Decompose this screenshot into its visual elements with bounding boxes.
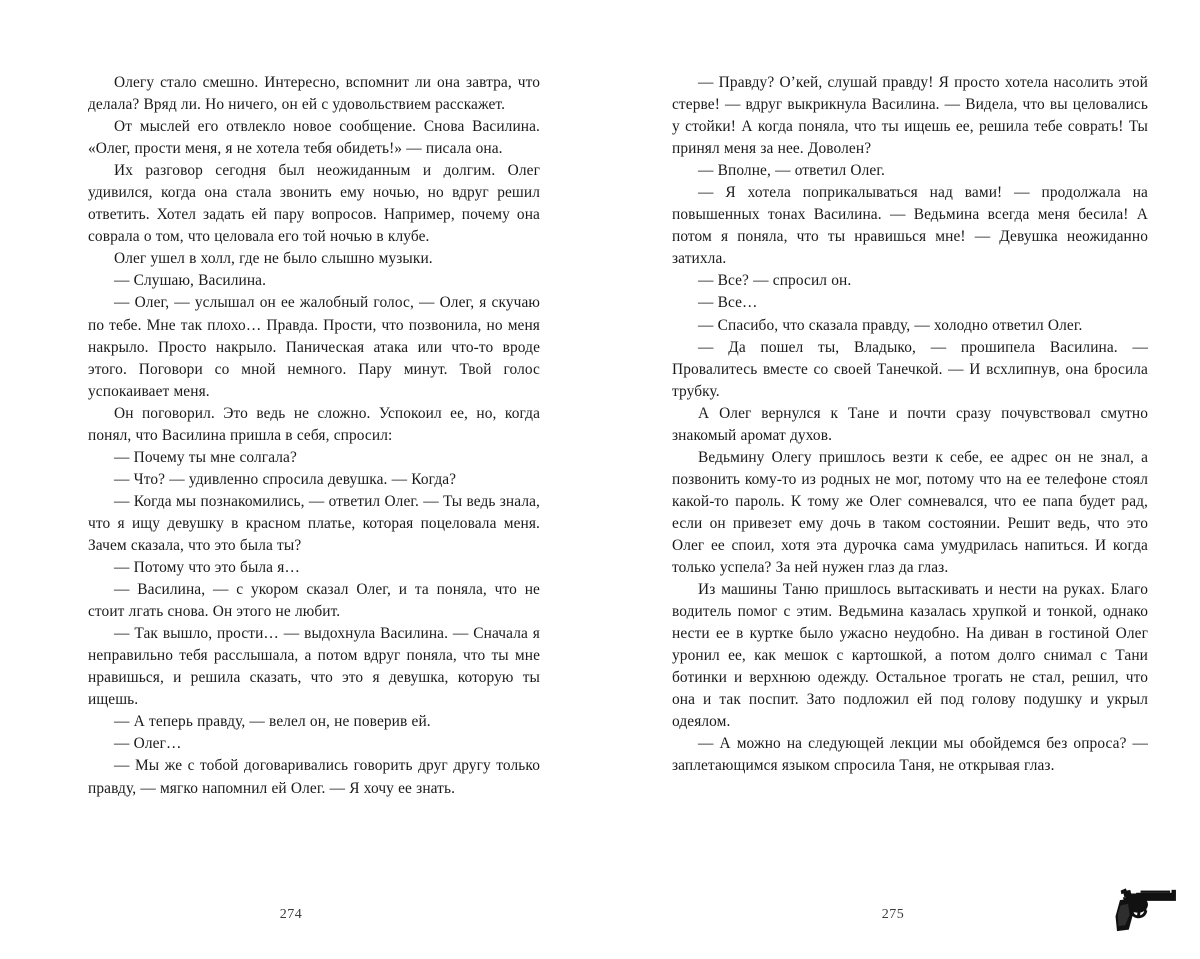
dialogue-paragraph: — Мы же с тобой договаривались говорить друг другу только правду, — мягко напомнил ей Олег. — Я хочу ее знать. (88, 757, 540, 797)
body-paragraph: Олег ушел в холл, где не было слышно музыки. (114, 250, 433, 268)
dialogue-paragraph: — Слушаю, Василина. (114, 272, 267, 290)
dialogue-paragraph: — Почему ты мне солгала? (114, 448, 297, 466)
dialogue-paragraph: — Спасибо, что сказала правду, — холодно ответил Олег. (698, 316, 1083, 334)
dialogue-paragraph: — Вполне, — ответил Олег. (698, 162, 885, 180)
dialogue-paragraph: — А можно на следующей лекции мы обойдемся без опроса? — заплетающимся языком спросила Таня, не открывая глаз. (672, 735, 1148, 775)
dialogue-paragraph: — Я хотела поприкалываться над вами! — продолжала на повышенных тонах Василина. — Ведьмина всегда меня бесила! А потом я поняла, что ты нравишься мне! — Девушка неожиданно затихла. (672, 184, 1148, 268)
dialogue-paragraph: — Василина, — с укором сказал Олег, и та поняла, что не стоит лгать снова. Он этого не любит. (88, 581, 540, 621)
dialogue-paragraph: — Олег, — услышал он ее жалобный голос, — Олег, я скучаю по тебе. Мне так плохо… Правда. Прости, что позвонила, но меня накрыло. Просто накрыло. Паническая атака или что-то вроде этого. Поговори со мной немного. Пару минут. Твой голос успокаивает меня. (88, 294, 540, 400)
dialogue-paragraph: — Так вышло, прости… — выдохнула Василина. — Сначала я неправильно тебя расслышала, а потом вдруг поняла, что ты мне нравишься, и решила сказать, что это я девушка, которую ты ищешь. (88, 625, 540, 709)
dialogue-paragraph: — Правду? О’кей, слушай правду! Я просто хотела насолить этой стерве! — вдруг выкрикнула Василина. — Видела, что вы целовались у стойки! А когда поняла, что ты ищешь ее, решила тебе соврать! Ты принял меня за нее. Доволен? (672, 74, 1148, 158)
body-paragraph: Он поговорил. Это ведь не сложно. Успокоил ее, но, когда понял, что Василина пришла в себя, спросил: (88, 404, 540, 444)
dialogue-paragraph: — Все… (698, 294, 758, 312)
dialogue-paragraph: — Все? — спросил он. (698, 272, 852, 290)
body-paragraph: Их разговор сегодня был неожиданным и долгим. Олег удивился, когда она стала звонить ему ночью, но вдруг решил ответить. Хотел задать ей пару вопросов. Например, почему она соврала о том, что целовала его той ночью в клубе. (88, 162, 540, 246)
body-paragraph: Ведьмину Олегу пришлось везти к себе, ее адрес он не знал, а позвонить кому-то из родных не мог, потому что на ее телефоне стоял какой-то пароль. К тому же Олег сомневался, что ее папа будет рад, если он привезет ему дочь в таком состоянии. Решит ведь, что это Олег ее споил, хотя эта дурочка сама умудрилась напиться. И когда только успела? За ней нужен глаз да глаз. (672, 448, 1148, 577)
dialogue-paragraph: — Что? — удивленно спросила девушка. — Когда? (114, 470, 457, 488)
dialogue-paragraph: — Потому что это была я… (114, 559, 300, 577)
page-left-body (88, 72, 540, 800)
page-right (600, 0, 1200, 959)
dialogue-paragraph: — Да пошел ты, Владыко, — прошипела Василина. — Провалитесь вместе со своей Танечкой. — И всхлипнув, она бросила трубку. (672, 338, 1148, 400)
dialogue-paragraph: — Олег… (114, 735, 182, 753)
page-right-body (672, 72, 1148, 778)
body-paragraph: Олегу стало смешно. Интересно, вспомнит ли она завтра, что делала? Вряд ли. Но ничего, он ей с удовольствием расскажет. (88, 74, 540, 114)
body-paragraph: А Олег вернулся к Тане и почти сразу почувствовал смутно знакомый аромат духов. (672, 404, 1148, 444)
dialogue-paragraph: — А теперь правду, — велел он, не поверив ей. (114, 713, 431, 731)
page-number-right: 275 (881, 907, 905, 922)
body-paragraph: От мыслей его отвлекло новое сообщение. Снова Василина. «Олег, прости меня, я не хотела тебя обидеть!» — писала она. (88, 118, 540, 158)
dialogue-paragraph: — Когда мы познакомились, — ответил Олег. — Ты ведь знала, что я ищу девушку в красном платье, которая поцеловала меня. Зачем сказала, что это была ты? (88, 492, 540, 554)
page-number-left: 274 (279, 907, 303, 922)
body-paragraph: Из машины Таню пришлось вытаскивать и нести на руках. Благо водитель помог с этим. Ведьмина казалась хрупкой и тонкой, однако нести ее в куртке было ужасно неудобно. На диван в гостиной Олег уронил ее, как мешок с картошкой, а потом долго снимал с Тани ботинки и верхнюю одежду. Остальное трогать не стал, решил, что она и так поспит. Зато подложил ей под голову подушку и укрыл одеялом. (672, 581, 1148, 731)
